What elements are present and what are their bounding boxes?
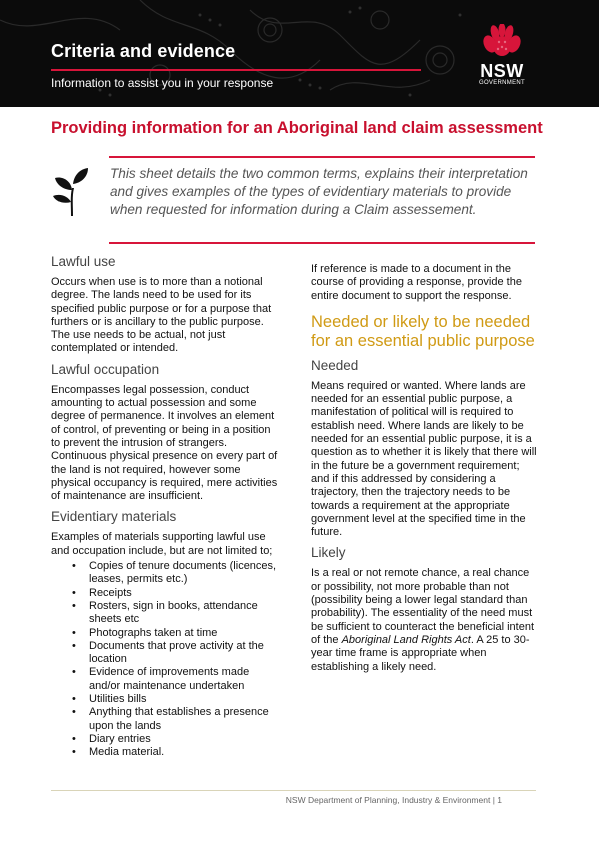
page-title: Providing information for an Aboriginal land claim assessment [51, 119, 543, 137]
lawful-use-heading: Lawful use [51, 254, 116, 269]
evidentiary-materials-heading: Evidentiary materials [51, 509, 177, 525]
likely-heading: Likely [311, 545, 346, 561]
logo-government-text: GOVERNMENT [478, 80, 525, 86]
list-item: • Media material. [51, 746, 279, 759]
reference-text: If reference is made to a document in the course of providing a response, provide the entire document to support the response. [311, 263, 522, 302]
list-item: • Anything that establishes a presence upon the lands [51, 706, 279, 733]
list-item: • Photographs taken at time [51, 627, 279, 640]
plant-sprout-icon [51, 166, 91, 218]
header-subtitle: Information to assist you in your response [51, 76, 274, 90]
lawful-occupation-heading: Lawful occupation [51, 361, 160, 377]
list-item: • Evidence of improvements made and/or maintenance undertaken [51, 666, 279, 693]
lawful-use-text: Occurs when use is to more than a notional degree. The lands need to be used for its specified public purpose or for a purpose that furthers or is ancillary to the public purpose. The use needs to be actual, not just contemplated or intended. [51, 276, 272, 355]
essential-purpose-heading: Needed or likely to be needed for an essential public purpose [311, 312, 535, 351]
footer-divider [51, 790, 536, 791]
header-divider [51, 69, 421, 71]
logo-nsw-text: NSW [480, 61, 524, 81]
header-title: Criteria and evidence [51, 41, 236, 61]
needed-heading: Needed [311, 357, 359, 373]
list-item: • Documents that prove activity at the location [51, 640, 279, 667]
page-footer: NSW Department of Planning, Industry & Environment | 1 [285, 795, 502, 805]
list-item: • Rosters, sign in books, attendance sheets etc [51, 600, 279, 627]
evidentiary-materials-text: Examples of materials supporting lawful use and occupation include, but are not limited to; [51, 531, 273, 557]
list-item: • Diary entries [51, 733, 279, 746]
likely-text-part: . A 25 to 30-year time frame is appropriate when establishing a likely need. [311, 633, 530, 673]
list-item: • Utilities bills [51, 693, 279, 706]
likely-text [311, 567, 537, 673]
intro-top-rule [109, 156, 535, 158]
intro-text: This sheet details the two common terms, explains their interpretation and gives examples of the types of evidentiary materials to provide when requested for information during a Claim assessement. [110, 166, 528, 217]
evidentiary-materials-list [51, 560, 279, 759]
needed-text: Means required or wanted. Where lands are needed for an essential public purpose, a manifestation of political will is required to establish need. Where lands are likely to be needed for an essential public purpose, it is a question as to whether it is likely that there will in the future be a government requirement; and if this addressed by considering a trajectory, then the trajectory needs to be towards a requirement at the appropriate government level at the specified time in the future. [311, 379, 537, 539]
nsw-government-logo [476, 24, 528, 87]
act-name: Aboriginal Land Rights Act [341, 633, 471, 646]
lawful-occupation-text: Encompasses legal possession, conduct amounting to actual possession and some degree of permanence. It involves an element of control, of preventing or being in a position to prevent the intrusion of strangers. Continuous physical presence on every part of the land is not required, however some physical occupancy is required, mere activities of maintenance are insufficient. [51, 383, 278, 503]
left-column [51, 254, 279, 760]
intro-bottom-rule [109, 242, 535, 244]
header-banner [0, 0, 599, 107]
likely-text-part: Is a real or not remote chance, a real chance or possibility, not more probable than not (possibility being a lower legal standard than probability). The essentiality of the need must be sufficient to counteract the beneficial intent of the [311, 567, 534, 646]
waratah-flower-icon [482, 24, 522, 58]
list-item: • Receipts [51, 587, 279, 600]
right-column [311, 263, 537, 680]
list-item: • Copies of tenure documents (licences, leases, permits etc.) [51, 560, 279, 587]
